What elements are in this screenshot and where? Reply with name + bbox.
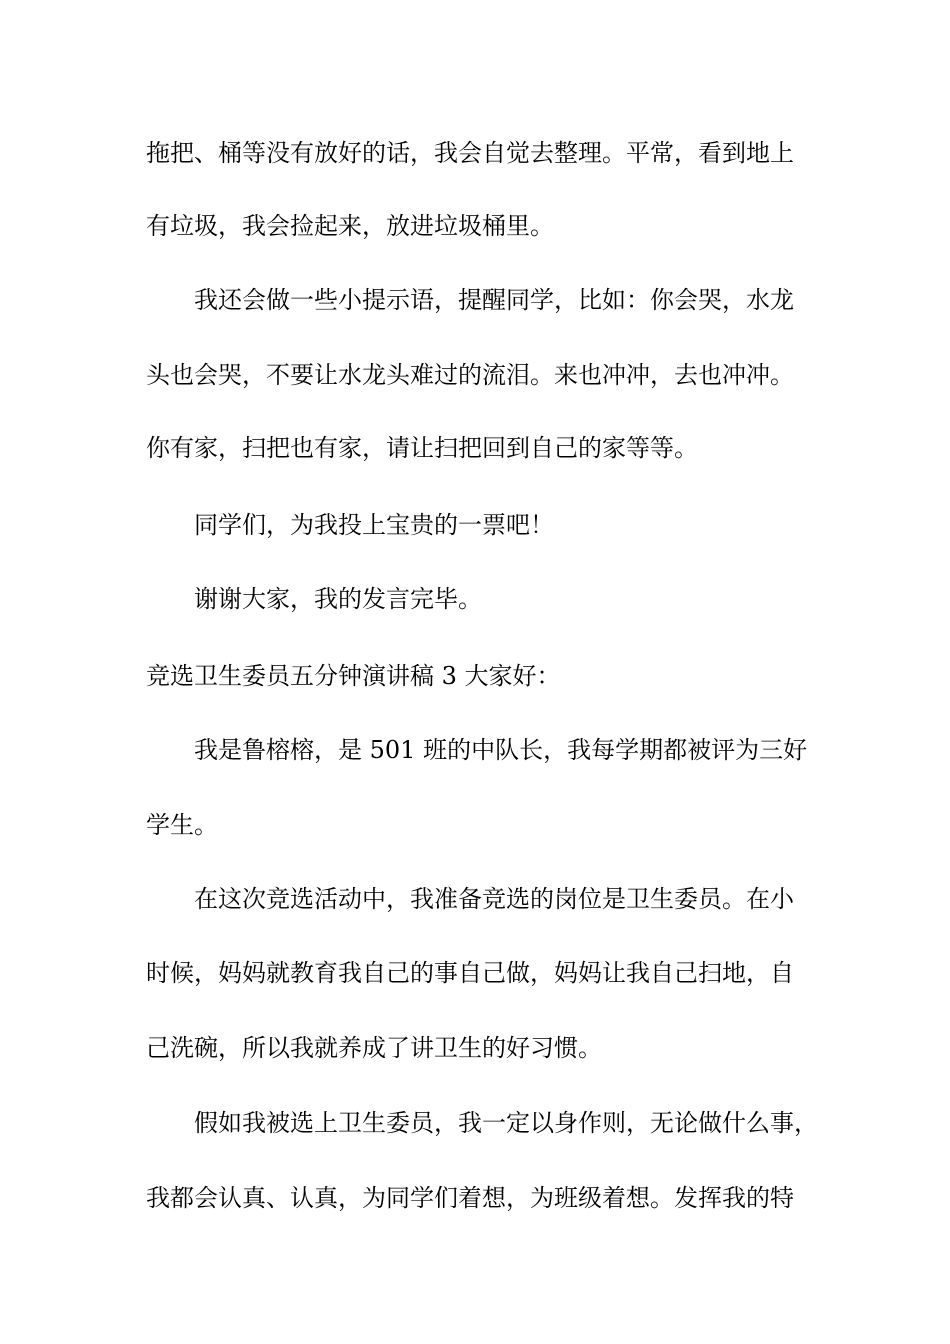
section-heading-line: 竞选卫生委员五分钟演讲稿 3 大家好： <box>146 662 561 690</box>
paragraph-start-line: 同学们，为我投上宝贵的一票吧！ <box>194 511 554 539</box>
paragraph-start-line: 我是鲁榕榕，是 501 班的中队长，我每学期都被评为三好 <box>194 736 808 764</box>
text-line: 拖把、桶等没有放好的话，我会自觉去整理。平常，看到地上 <box>146 139 794 167</box>
paragraph-start-line: 我还会做一些小提示语，提醒同学，比如：你会哭，水龙 <box>194 286 794 314</box>
text-line: 头也会哭，不要让水龙头难过的流泪。来也冲冲，去也冲冲。 <box>146 361 794 389</box>
text-line: 己洗碗，所以我就养成了讲卫生的好习惯。 <box>146 1034 602 1062</box>
text-line: 你有家，扫把也有家，请让扫把回到自己的家等等。 <box>146 434 698 462</box>
text-line: 学生。 <box>146 811 218 839</box>
text-line: 有垃圾，我会捡起来，放进垃圾桶里。 <box>146 212 554 240</box>
paragraph-start-line: 假如我被选上卫生委员，我一定以身作则，无论做什么事， <box>194 1109 818 1137</box>
text-line: 我都会认真、认真，为同学们着想，为班级着想。发挥我的特 <box>146 1184 794 1212</box>
paragraph-start-line: 谢谢大家，我的发言完毕。 <box>194 585 482 613</box>
paragraph-start-line: 在这次竞选活动中，我准备竞选的岗位是卫生委员。在小 <box>194 885 794 913</box>
text-line: 时候，妈妈就教育我自己的事自己做，妈妈让我自己扫地，自 <box>146 959 794 987</box>
